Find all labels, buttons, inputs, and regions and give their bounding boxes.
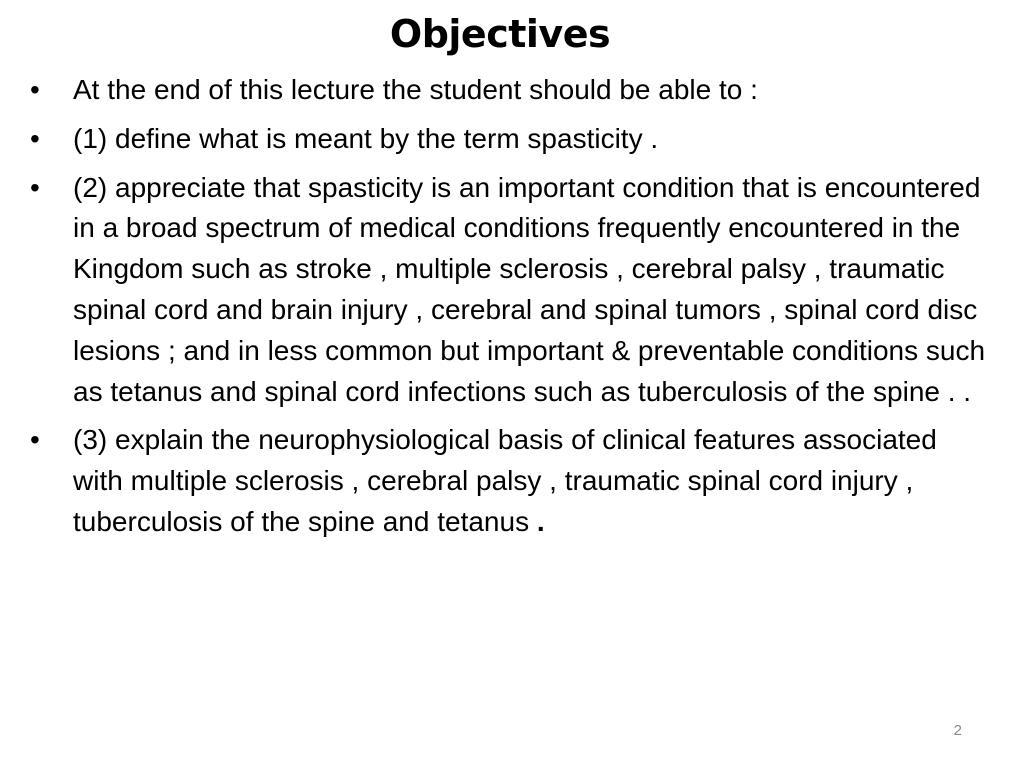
bullet-end-period: . [536,505,545,537]
list-item [30,70,990,111]
slide-title: Objectives [389,12,611,56]
bullet-text [73,420,990,542]
bullet-text: (2) appreciate that spasticity is an important condition that is encountered in a broad spectrum of medical conditions frequently encountered in the Kingdom such as stroke , multiple sclerosis , cerebral palsy , traumatic spinal cord and brain injury , cerebral and spinal tumors , spinal cord disc lesions ; and in less common but important & preventable conditions such as tetanus and spinal cord infections such as tuberculosis of the spine . . [73,171,986,407]
bullet-text-content: (3) explain the neurophysiological basis of clinical features associated with multiple sclerosis , cerebral palsy , traumatic spinal cord injury , tuberculosis of the spine and tetanus [73,424,937,537]
bullet-icon: • [30,122,40,154]
list-item [30,168,990,413]
list-item [30,420,990,542]
objectives-list [30,70,990,551]
bullet-text: (1) define what is meant by the term spasticity . [73,122,659,154]
list-item [30,119,990,160]
bullet-text: At the end of this lecture the student should be able to : [73,74,758,105]
slide-number: 2 [953,722,962,739]
bullet-icon: • [30,424,40,456]
bullet-icon: • [30,74,40,105]
bullet-icon: • [30,171,40,203]
